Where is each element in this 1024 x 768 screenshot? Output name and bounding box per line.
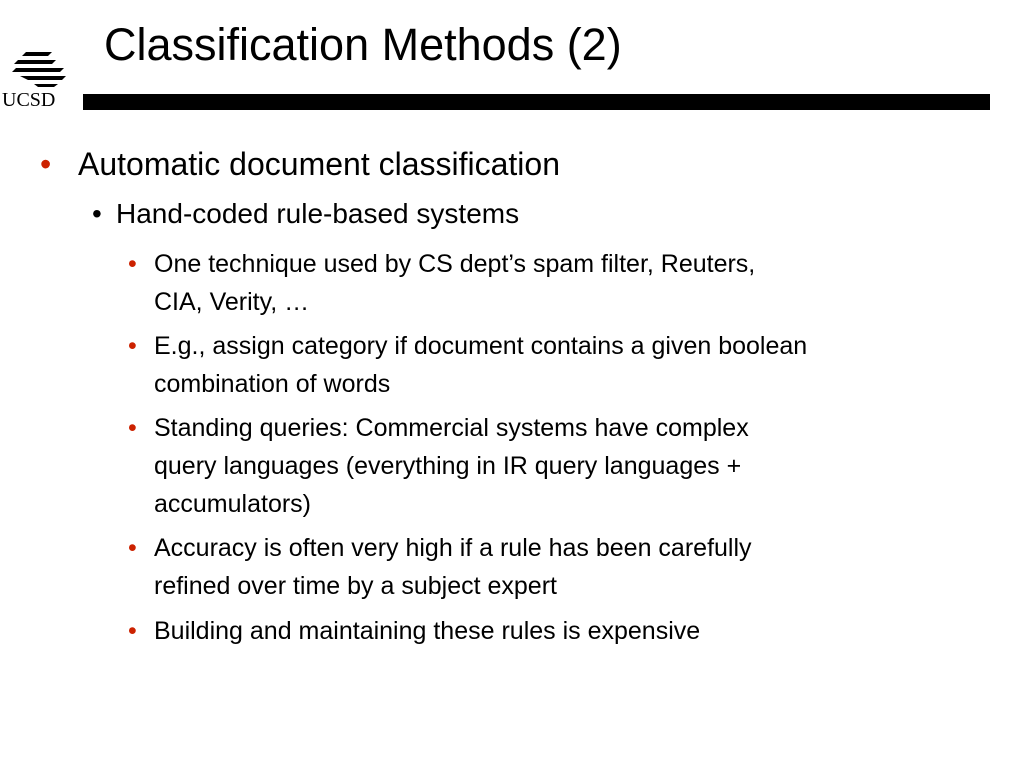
ucsd-wave-icon: [8, 48, 70, 90]
bullet-dot: •: [128, 250, 137, 278]
bullet-l3-line: Building and maintaining these rules is expensive: [154, 617, 701, 645]
bullet-l3-line: CIA, Verity, …: [154, 288, 310, 316]
bullet-dot: •: [128, 332, 137, 360]
bullet-l3-line: One technique used by CS dept’s spam filter, Reuters,: [154, 250, 756, 278]
bullet-dot: •: [128, 617, 137, 645]
bullet-l2-text: Hand-coded rule-based systems: [116, 198, 520, 229]
logo-text: UCSD: [2, 89, 56, 111]
slide-title: Classification Methods (2): [104, 19, 622, 70]
bullet-l3-line: E.g., assign category if document contains a given boolean: [154, 332, 808, 360]
bullet-l3-line: Accuracy is often very high if a rule has been carefully: [154, 534, 752, 562]
bullet-dot: •: [40, 146, 52, 182]
bullet-l3-line: query languages (everything in IR query languages +: [154, 452, 742, 480]
bullet-dot: •: [128, 534, 137, 562]
bullet-l1-text: Automatic document classification: [78, 146, 560, 182]
title-underline: [83, 94, 990, 110]
bullet-dot: •: [128, 414, 137, 442]
bullet-l3-line: combination of words: [154, 370, 391, 398]
bullet-l3-line: refined over time by a subject expert: [154, 572, 557, 600]
bullet-dot: •: [92, 198, 102, 229]
ucsd-logo: [2, 48, 82, 118]
bullet-l3-line: accumulators): [154, 490, 311, 518]
bullet-l3-line: Standing queries: Commercial systems have complex: [154, 414, 749, 442]
